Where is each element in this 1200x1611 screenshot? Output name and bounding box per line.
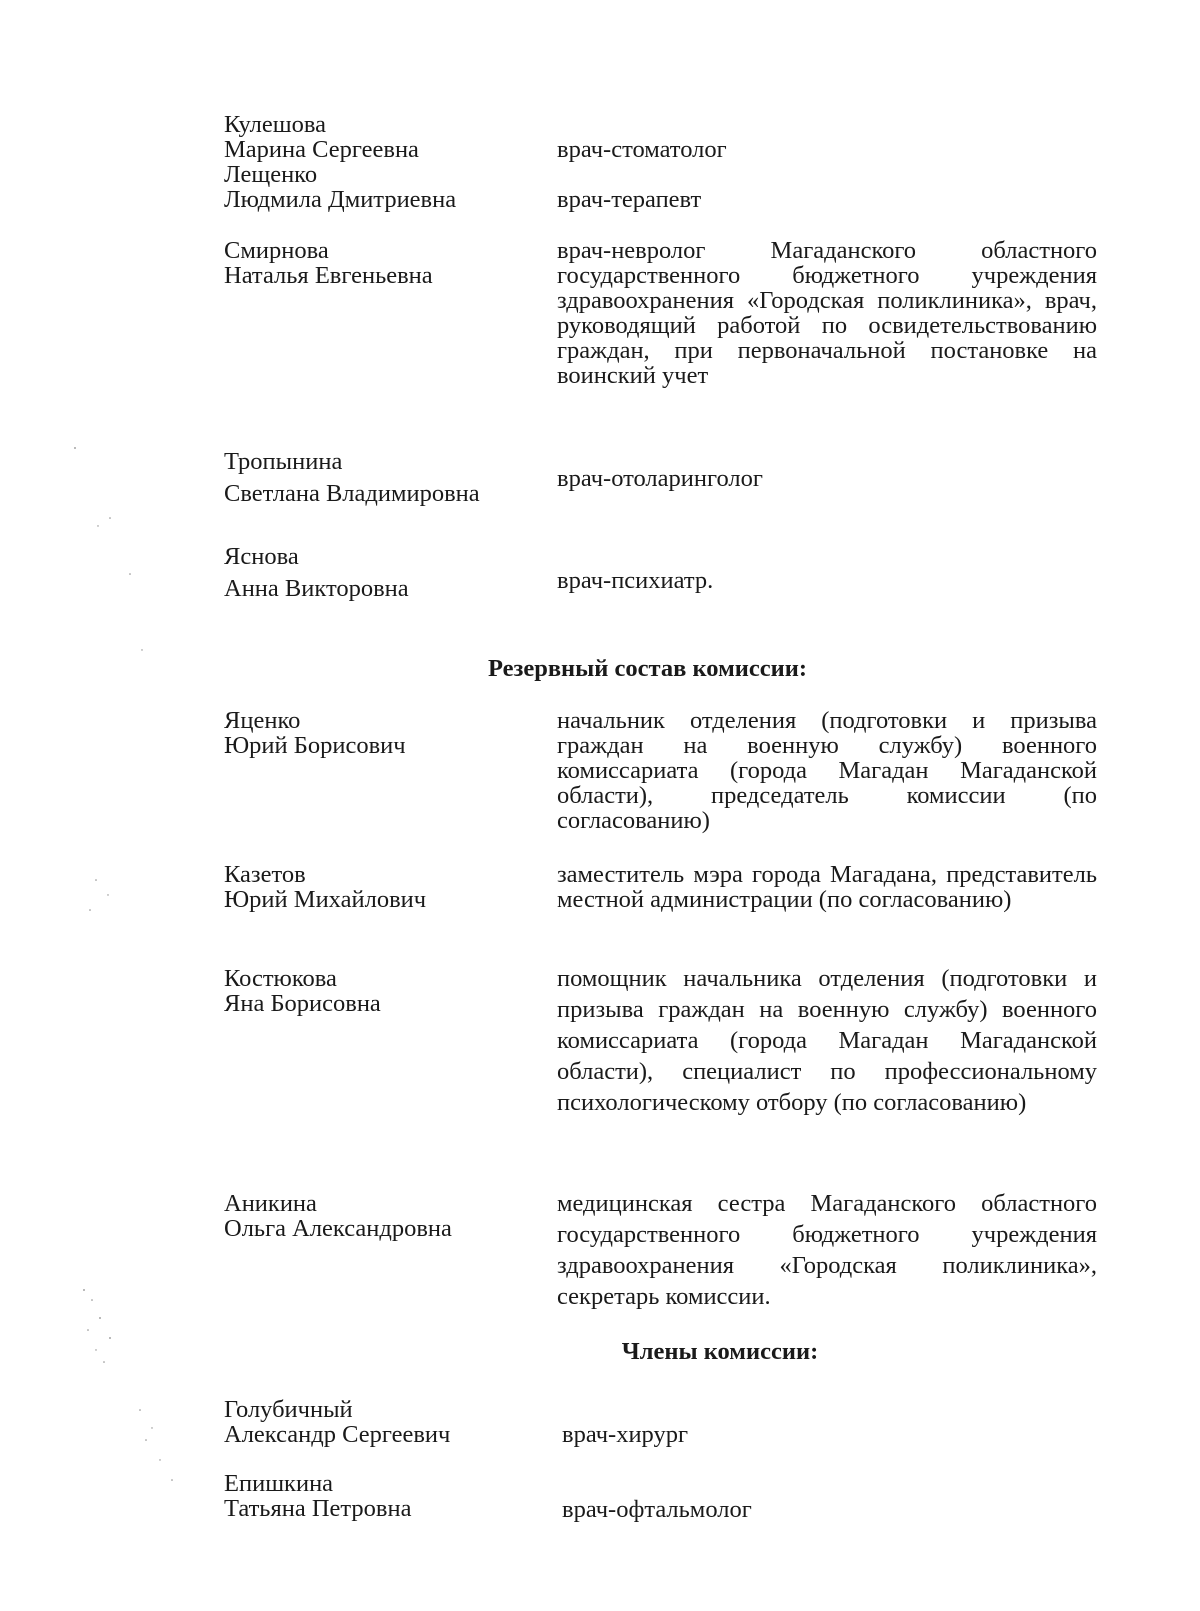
person-given-names: Татьяна Петровна bbox=[224, 1495, 412, 1522]
person-role: врач-хирург bbox=[562, 1421, 689, 1448]
person-surname: Казетов bbox=[224, 861, 306, 888]
person-given-names: Юрий Михайлович bbox=[224, 886, 427, 913]
person-role: врач-отоларинголог bbox=[557, 465, 763, 492]
person-name bbox=[224, 1191, 524, 1241]
person-surname: Яценко bbox=[224, 707, 301, 734]
person-name bbox=[224, 541, 524, 605]
person-role: врач-офтальмолог bbox=[562, 1496, 752, 1523]
person-role: начальник отделения (подготовки и призыва граждан на военную службу) военного комиссариата (города Магадан Магаданской области), председатель комиссии (по согласованию) bbox=[557, 707, 1097, 834]
person-role: помощник начальника отделения (подготовки и призыва граждан на военную службу) военного комиссариата (города Магадан Магаданской области), специалист по профессиональному психологическому отбору (по согласованию) bbox=[557, 965, 1097, 1116]
person-name bbox=[224, 1471, 524, 1521]
person-name bbox=[224, 238, 524, 288]
person-name bbox=[224, 708, 524, 758]
person-role: врач-терапевт bbox=[557, 186, 702, 213]
person-given-names: Светлана Владимировна bbox=[224, 480, 480, 507]
person-given-names: Яна Борисовна bbox=[224, 990, 381, 1017]
person-surname: Кулешова bbox=[224, 111, 327, 138]
section-heading-members: Члены комиссии: bbox=[621, 1338, 819, 1365]
person-surname: Тропынина bbox=[224, 448, 343, 475]
person-role: заместитель мэра города Магадана, представитель местной администрации (по согласованию) bbox=[557, 861, 1097, 913]
person-name bbox=[224, 446, 524, 510]
person-given-names: Наталья Евгеньевна bbox=[224, 262, 433, 289]
person-role: врач-стоматолог bbox=[557, 136, 727, 163]
person-role: врач-психиатр. bbox=[557, 567, 714, 594]
person-surname: Голубичный bbox=[224, 1396, 353, 1423]
person-given-names: Александр Сергеевич bbox=[224, 1421, 451, 1448]
person-surname: Костюкова bbox=[224, 965, 337, 992]
person-given-names: Ольга Александровна bbox=[224, 1215, 452, 1242]
person-name bbox=[224, 862, 524, 912]
person-surname: Епишкина bbox=[224, 1470, 334, 1497]
section-heading-reserve: Резервный состав комиссии: bbox=[487, 655, 808, 682]
person-name bbox=[224, 1397, 524, 1447]
person-given-names: Марина Сергеевна bbox=[224, 136, 419, 163]
person-role: медицинская сестра Магаданского областного государственного бюджетного учреждения здравоохранения «Городская поликлиника», секретарь комиссии. bbox=[557, 1190, 1097, 1310]
person-given-names: Людмила Дмитриевна bbox=[224, 186, 457, 213]
person-surname: Смирнова bbox=[224, 237, 329, 264]
person-name bbox=[224, 112, 524, 162]
person-surname: Аникина bbox=[224, 1190, 317, 1217]
person-role: врач-невролог Магаданского областного государственного бюджетного учреждения здравоохранения «Городская поликлиника», врач, руководящий работой по освидетельствованию граждан, при первоначальной постановке на воинский учет bbox=[557, 237, 1097, 389]
person-given-names: Юрий Борисович bbox=[224, 732, 406, 759]
person-name bbox=[224, 162, 524, 212]
person-surname: Яснова bbox=[224, 543, 299, 570]
person-given-names: Анна Викторовна bbox=[224, 575, 409, 602]
person-name bbox=[224, 966, 524, 1016]
person-surname: Лещенко bbox=[224, 161, 318, 188]
